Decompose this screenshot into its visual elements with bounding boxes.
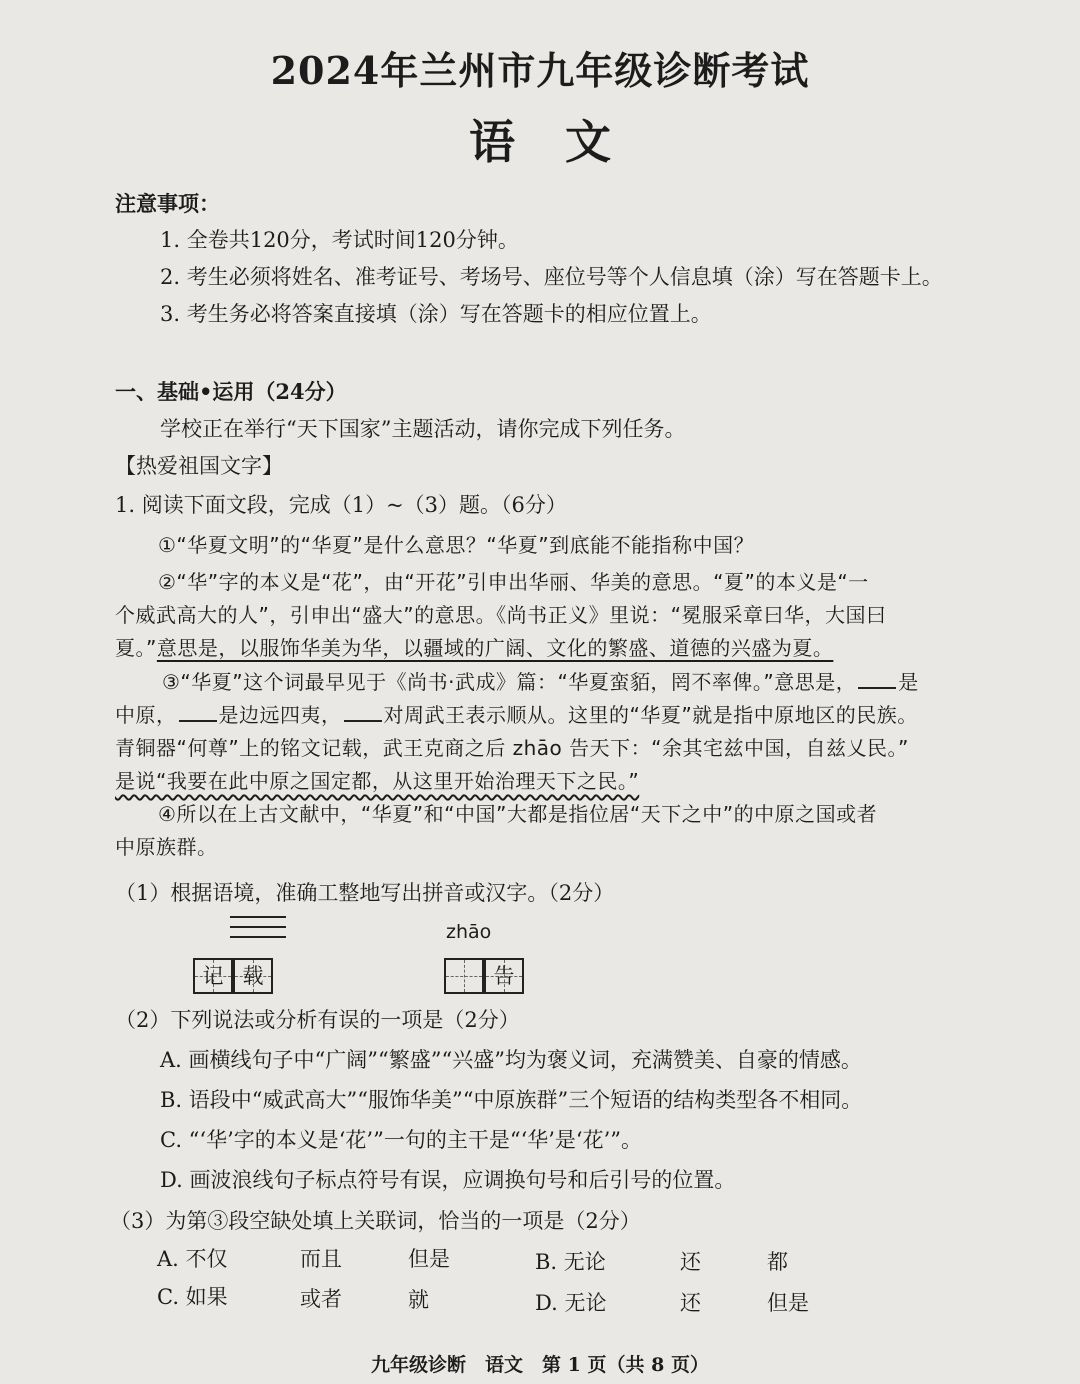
char-box-1 — [193, 958, 233, 994]
option-3D-3: 但是 — [767, 1291, 809, 1315]
notice-heading: 注意事项： — [115, 191, 220, 216]
subquestion-2: （2）下列说法或分析有误的一项是（2分） — [115, 1008, 520, 1032]
passage-p3-line1-end: 是 — [898, 670, 919, 694]
pinyin-writing-lines — [230, 916, 286, 946]
option-2C: C. “‘华’字的本义是‘花’”一句的主干是“‘华’是‘花’”。 — [160, 1128, 643, 1152]
option-3D-1: D. 无论 — [535, 1291, 607, 1315]
passage-p3-line2-a: 中原， — [115, 703, 177, 727]
subquestion-3: （3）为第③段空缺处填上关联词，恰当的一项是（2分） — [110, 1209, 641, 1233]
char-box-4-text: 告 — [493, 964, 515, 988]
option-2D: D. 画波浪线句子标点符号有误，应调换句号和后引号的位置。 — [160, 1168, 736, 1192]
option-3A-1: A. 不仅 — [157, 1247, 228, 1271]
passage-p3-line1 — [162, 666, 919, 695]
blank-2 — [179, 702, 217, 722]
passage-p2-line3 — [115, 632, 833, 661]
exam-title: 2024年兰州市九年级诊断考试 — [270, 48, 810, 93]
section-tag: 【热爱祖国文字】 — [115, 454, 283, 478]
option-3C-3: 就 — [408, 1288, 429, 1312]
char-box-1-text: 记 — [202, 964, 224, 988]
char-box-3 — [444, 958, 484, 994]
option-3B-2: 还 — [680, 1250, 701, 1274]
section-intro: 学校正在举行“天下国家”主题活动，请你完成下列任务。 — [160, 417, 686, 441]
char-box-2-text: 载 — [242, 964, 264, 988]
char-box-2 — [233, 958, 273, 994]
option-3B-1: B. 无论 — [535, 1250, 606, 1274]
blank-3 — [344, 702, 382, 722]
passage-p3-line2-b: 是边远四夷， — [218, 703, 342, 727]
option-3A-3: 但是 — [408, 1247, 450, 1271]
passage-p3-line2 — [115, 699, 918, 728]
passage-p2-line1: ②“华”字的本义是“花”，由“开花”引申出华丽、华美的意思。“夏”的本义是“一 — [158, 570, 869, 594]
pinyin-label: zhāo — [446, 921, 492, 943]
page-footer: 九年级诊断 语文 第 1 页（共 8 页） — [371, 1354, 709, 1376]
passage-p4-line2: 中原族群。 — [115, 835, 218, 859]
option-3C-1: C. 如果 — [157, 1285, 228, 1309]
passage-p3-line1-text: ③“华夏”这个词最早见于《尚书·武成》篇：“华夏蛮貊，罔不率俾。”意思是， — [162, 670, 857, 694]
subject-title: 语文 — [469, 115, 661, 169]
passage-p3-line3: 青铜器“何尊”上的铭文记载，武王克商之后 zhāo 告天下：“余其宅兹中国，自兹乂民。” — [115, 736, 909, 760]
char-box-4 — [484, 958, 524, 994]
notice-item-2: 2. 考生必须将姓名、准考证号、考场号、座位号等个人信息填（涂）写在答题卡上。 — [160, 265, 943, 289]
option-2B: B. 语段中“威武高大”“服饰华美”“中原族群”三个短语的结构类型各不相同。 — [160, 1088, 863, 1112]
passage-p4-line1: ④所以在上古文献中，“华夏”和“中国”大都是指位居“天下之中”的中原之国或者 — [158, 802, 878, 826]
passage-p2-line2: 个威武高大的人”，引申出“盛大”的意思。《尚书正义》里说：“冕服采章曰华，大国曰 — [115, 603, 887, 627]
notice-item-3: 3. 考生务必将答案直接填（涂）写在答题卡的相应位置上。 — [160, 302, 712, 326]
option-3C-2: 或者 — [300, 1287, 342, 1311]
passage-p3-line2-c: 对周武王表示顺从。这里的“华夏”就是指中原地区的民族。 — [383, 703, 918, 727]
wavy-sentence: 是说“我要在此中原之国定都，从这里开始治理天下之民。” — [115, 769, 640, 793]
subquestion-1: （1）根据语境，准确工整地写出拼音或汉字。（2分） — [115, 881, 615, 905]
section-heading: 一、基础•运用（24分） — [115, 379, 347, 404]
option-3A-2: 而且 — [300, 1247, 342, 1271]
blank-1 — [858, 669, 896, 689]
option-3D-2: 还 — [680, 1291, 701, 1315]
passage-p1: ①“华夏文明”的“华夏”是什么意思？“华夏”到底能不能指称中国？ — [158, 533, 755, 557]
option-3B-3: 都 — [767, 1250, 788, 1274]
question-1: 1. 阅读下面文段，完成（1）~（3）题。（6分） — [115, 493, 567, 517]
underlined-sentence: 意思是，以服饰华美为华，以疆域的广阔、文化的繁盛、道德的兴盛为夏。 — [156, 636, 834, 660]
notice-item-1: 1. 全卷共120分，考试时间120分钟。 — [160, 228, 519, 252]
option-2A: A. 画横线句子中“广阔”“繁盛”“兴盛”均为褒义词，充满赞美、自豪的情感。 — [160, 1048, 862, 1072]
passage-p2-line3-start: 夏。” — [115, 636, 157, 660]
